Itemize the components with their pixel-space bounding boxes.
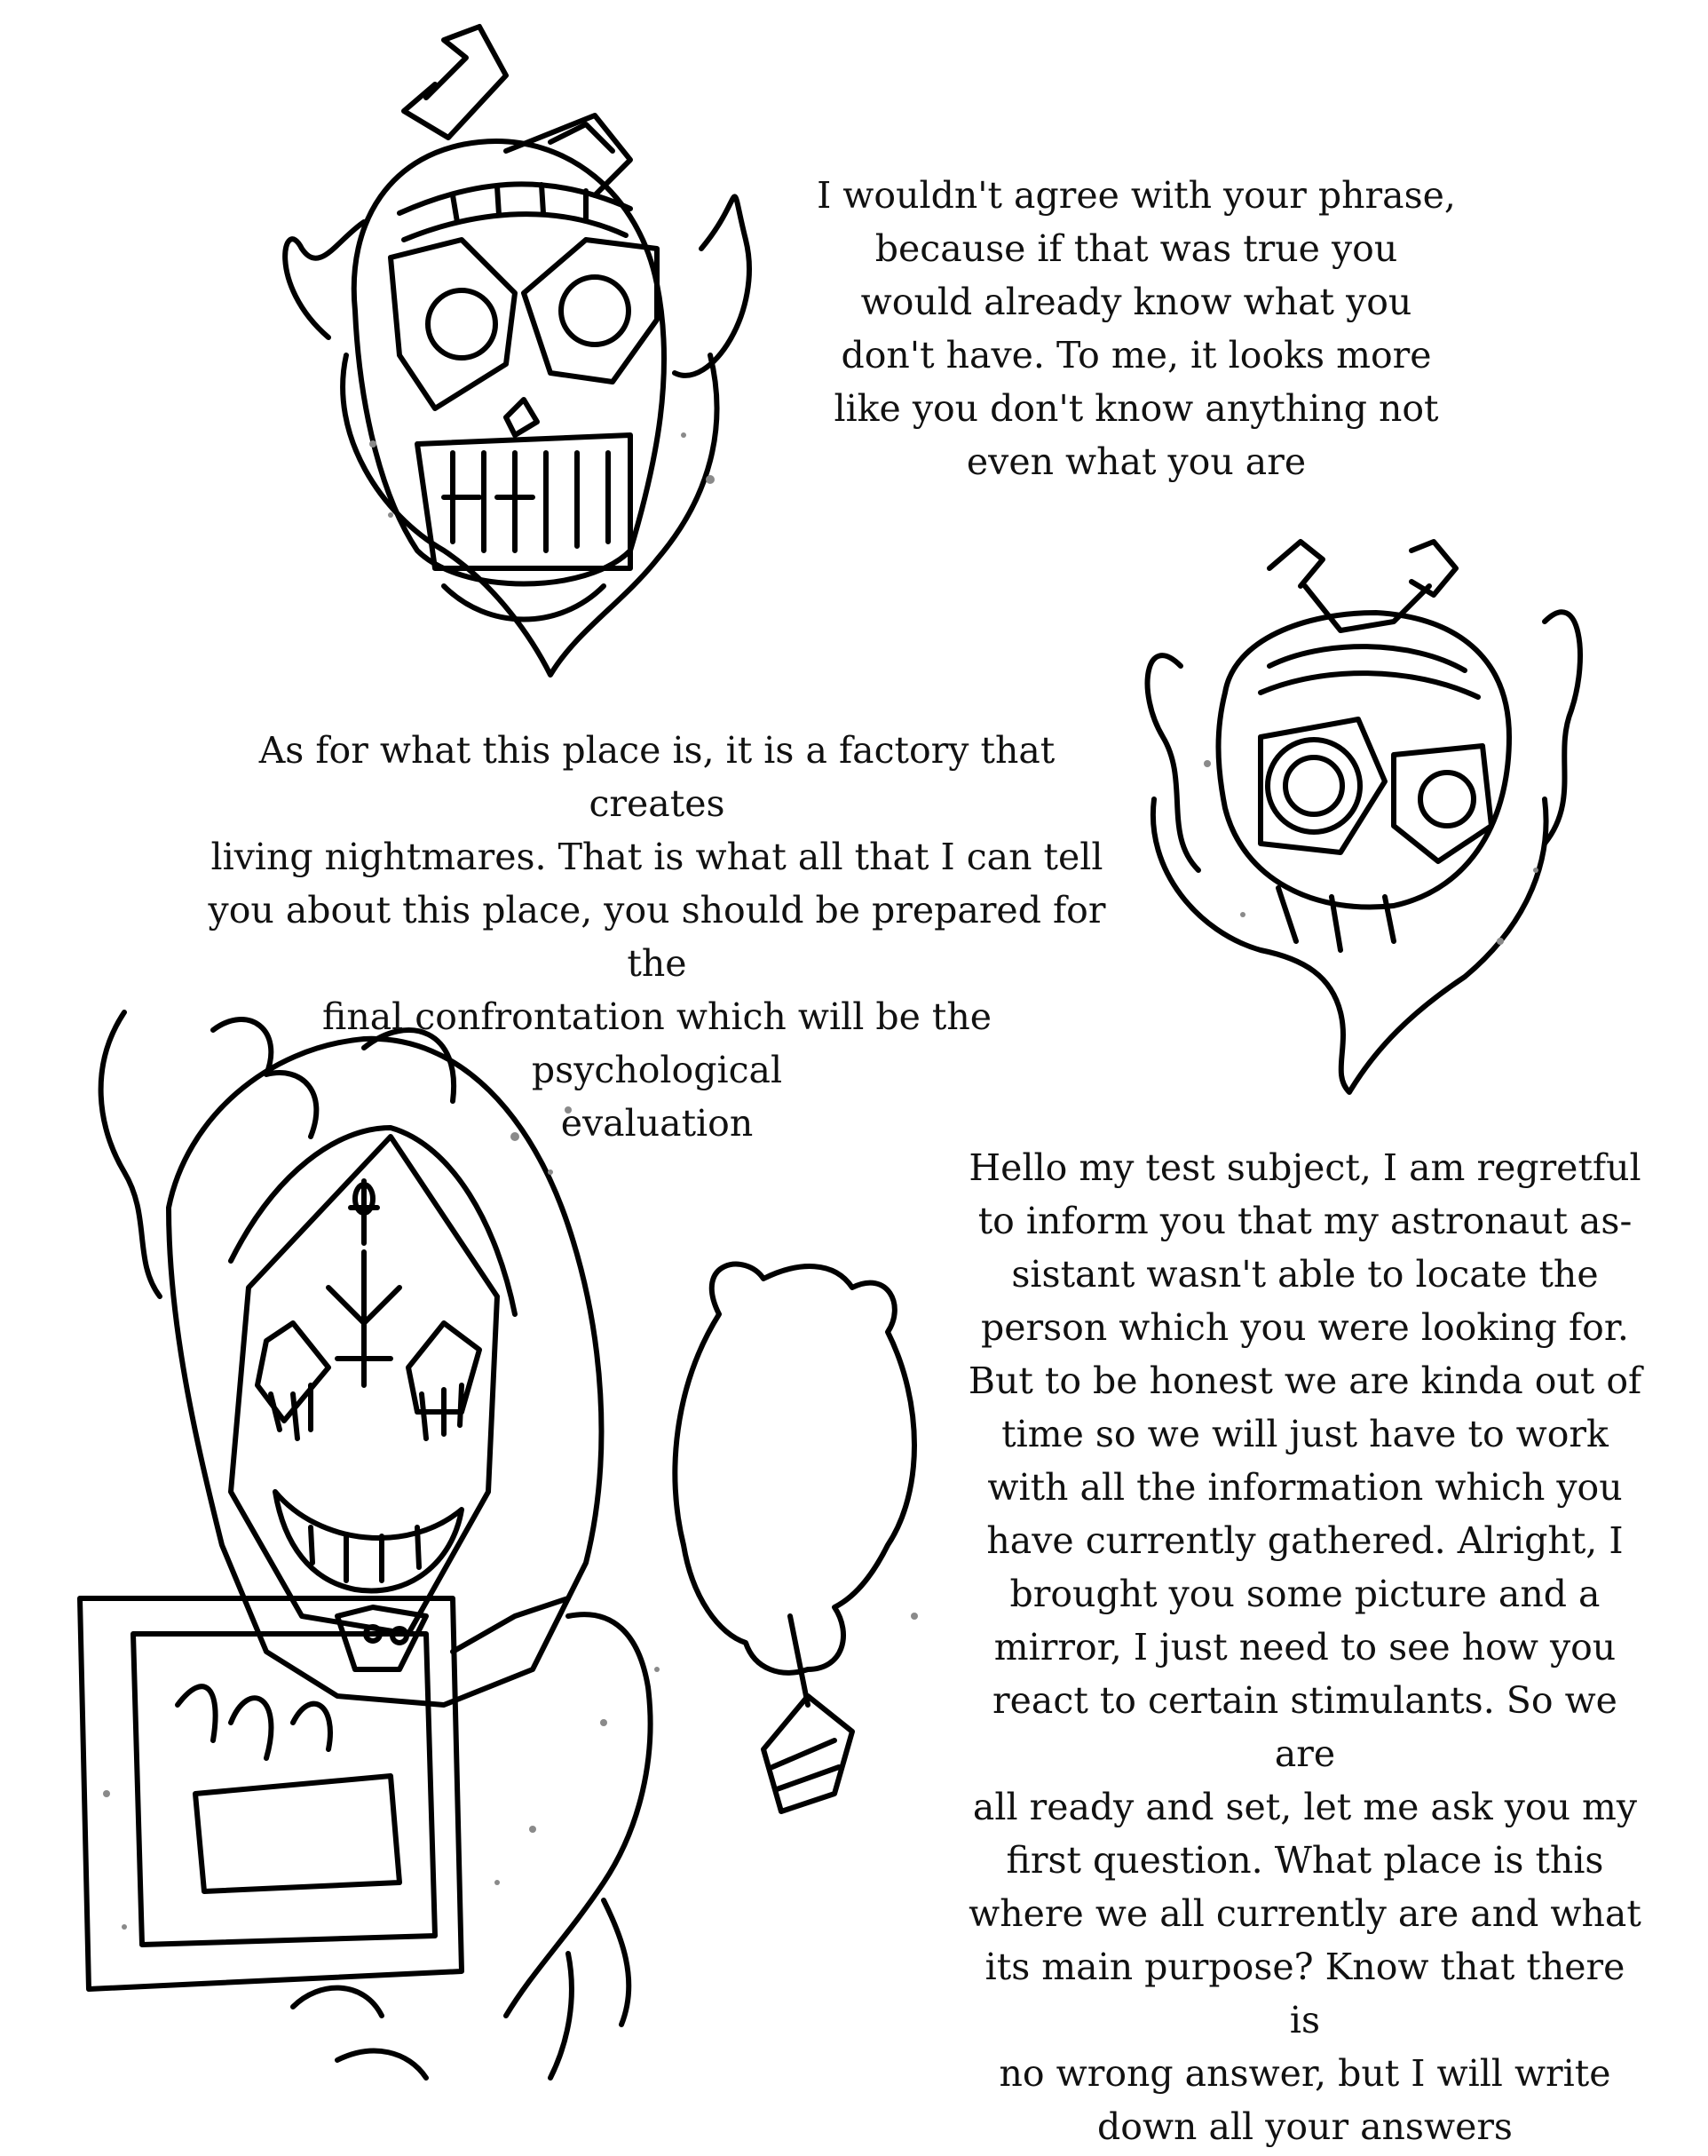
dialogue-text-2: As for what this place is, it is a factory that creates living nightmares. That is what all that I can tell you about this place, you should be prepared for the final confrontation which will be the psychological evaluation: [208, 729, 1106, 1145]
flame-head-drawing: [1127, 533, 1607, 1101]
dialogue-text-1: I wouldn't agree with your phrase, because if that was true you would already know what you don't have. To me, it looks more like you don't know anything not even what you are: [817, 174, 1456, 483]
dialogue-text-3: Hello my test subject, I am regretful to inform you that my astronaut as- sistant wasn't able to locate the person which you were looking for. But to be honest we are kinda out of time so we will just have to work with all the information which you have currently gathered. Alright, I brought you some picture and a mirror, I just need to see how you react to certain stimulants. So we are all ready and set, let me ask you my first question. What place is this where we all currently are and what its main purpose? Know that there is no wrong answer, but I will write down all your answers: [968, 1146, 1642, 2148]
hooded-figure-drawing: [71, 995, 959, 2131]
skull-mask-drawing: [213, 18, 781, 693]
